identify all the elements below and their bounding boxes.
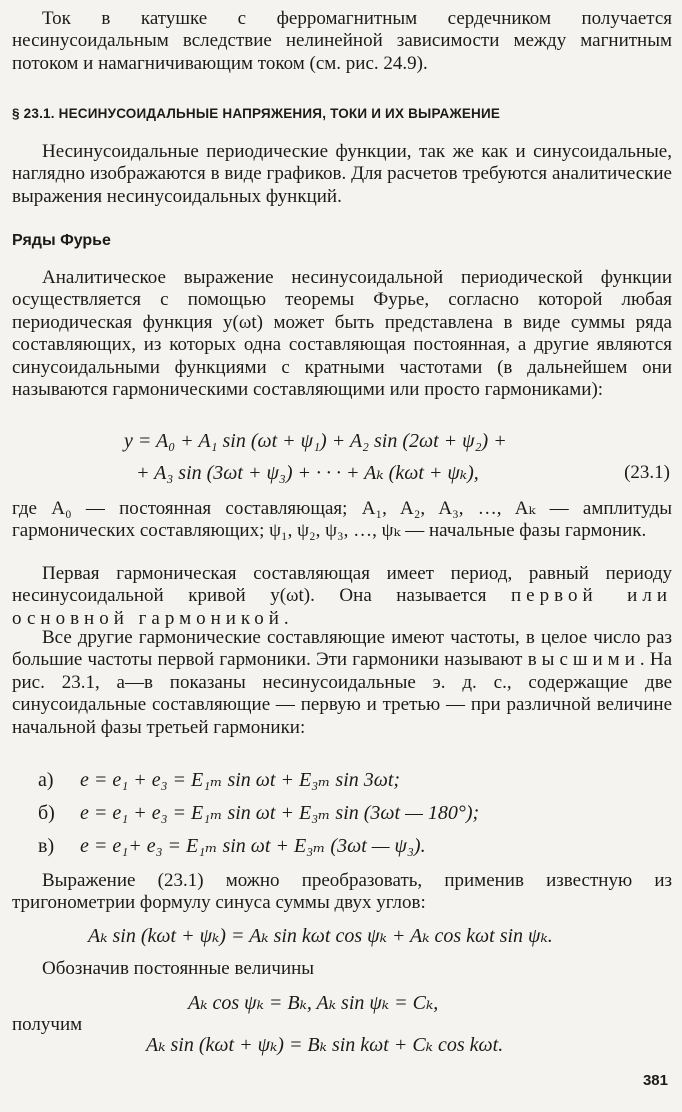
paragraph-1: Несинусоидальные периодические функции, так же как и синусоидальные, наглядно изображаются в виде графиков. Для расчетов требуются аналитические выражения несинусоидальных функций. <box>12 141 672 207</box>
equation-a-body: e = e₁ + e₃ = E₁ₘ sin ωt + E₃ₘ sin 3ωt; <box>80 769 401 791</box>
equation-c-body: e = e₁+ e₃ = E₁ₘ sin ωt + E₃ₘ (3ωt — ψ₃). <box>80 835 426 857</box>
subheading-fourier-series: Ряды Фурье <box>12 232 111 249</box>
subheading-block <box>12 232 672 250</box>
word-poluchim: получим <box>12 1014 83 1035</box>
paragraph-3-block <box>12 498 672 543</box>
paragraph-3: где A₀ — постоянная составляющая; A₁, A₂, A₃, …, Aₖ — амплитуды гармонических составляющих; ψ₁, ψ₂, ψ₃, …, ψₖ — начальные фазы гармоник. <box>12 498 672 542</box>
paragraph-4 <box>12 563 672 630</box>
equation-23-1-line-2: + A₃ sin (3ωt + ψ₃) + · · · + Aₖ (kωt + ψₖ), <box>136 462 479 484</box>
equation-b-label: б) <box>38 802 55 824</box>
paragraph-2-block <box>12 267 672 401</box>
equation-23-1-number: (23.1) <box>624 462 670 483</box>
equation-c-label: в) <box>38 835 55 857</box>
paragraph-5-start: Все другие гармонические составляющие имеют частоты, в целое число раз большие частоты первой гармоники. Эти гармоники называют <box>12 627 672 671</box>
equation-final: Aₖ sin (kωt + ψₖ) = Bₖ sin kωt + Cₖ cos kωt. <box>146 1034 504 1056</box>
intro-paragraph-block <box>12 8 672 75</box>
equation-c <box>38 833 426 858</box>
paragraph-6-block <box>12 870 672 915</box>
intro-paragraph: Ток в катушке с ферромагнитным сердечником получается несинусоидальным вследствие нелинейной зависимости между магнитным потоком и намагничивающим током (см. рис. 24.9). <box>12 8 672 74</box>
equation-23-1-line-1: y = A₀ + A₁ sin (ωt + ψ₁) + A₂ sin (2ωt + ψ₂) + <box>124 430 507 452</box>
equation-b-body: e = e₁ + e₃ = E₁ₘ sin ωt + E₃ₘ sin (3ωt — 180°); <box>80 802 480 824</box>
paragraph-5-end: . На рис. 23.1, а—в показаны несинусоидальные э. д. с., содержащие две синусоидальные составляющие — первую и третью — при различной величине начальной фазы третьей гармоники: <box>12 649 673 738</box>
paragraph-7: Обозначив постоянные величины <box>42 958 315 979</box>
section-heading-block <box>12 106 672 121</box>
paragraph-1-block <box>12 141 672 208</box>
paragraph-2: Аналитическое выражение несинусоидальной периодической функции осуществляется с помощью теоремы Фурье, согласно которой любая периодическая функция y(ωt) может быть представлена в виде суммы ряда составляющих, из которых одна составляющая постоянная, а другие являются синусоидальными функциями с кратными частотами (в дальнейшем они называются гармоническими составляющими или просто гармониками): <box>12 267 672 401</box>
paragraph-4-block <box>12 563 672 630</box>
section-heading: § 23.1. НЕСИНУСОИДАЛЬНЫЕ НАПРЯЖЕНИЯ, ТОКИ И ИХ ВЫРАЖЕНИЕ <box>12 106 501 121</box>
equation-a-label: а) <box>38 769 54 791</box>
paragraph-4-end: . <box>283 607 289 629</box>
paragraph-7-block <box>12 958 672 980</box>
equation-a <box>38 767 400 792</box>
paragraph-5 <box>12 627 672 739</box>
paragraph-4-spaced-term: первой или основной гармоникой <box>12 585 672 629</box>
equation-constants: Aₖ cos ψₖ = Bₖ, Aₖ sin ψₖ = Cₖ, <box>188 992 439 1014</box>
paragraph-6: Выражение (23.1) можно преобразовать, применив известную из тригонометрии формулу синуса суммы двух углов: <box>12 870 672 914</box>
equation-sum-of-angles: Aₖ sin (kωt + ψₖ) = Aₖ sin kωt cos ψₖ + Aₖ cos kωt sin ψₖ. <box>88 925 553 947</box>
equation-b <box>38 800 479 825</box>
paragraph-4-start: Первая гармоническая составляющая имеет период, равный периоду несинусоидальной кривой y(ωt). Она называется <box>12 563 672 607</box>
paragraph-5-spaced-term: высшими <box>527 649 640 671</box>
paragraph-5-block <box>12 627 672 739</box>
page-number: 381 <box>642 1072 668 1089</box>
